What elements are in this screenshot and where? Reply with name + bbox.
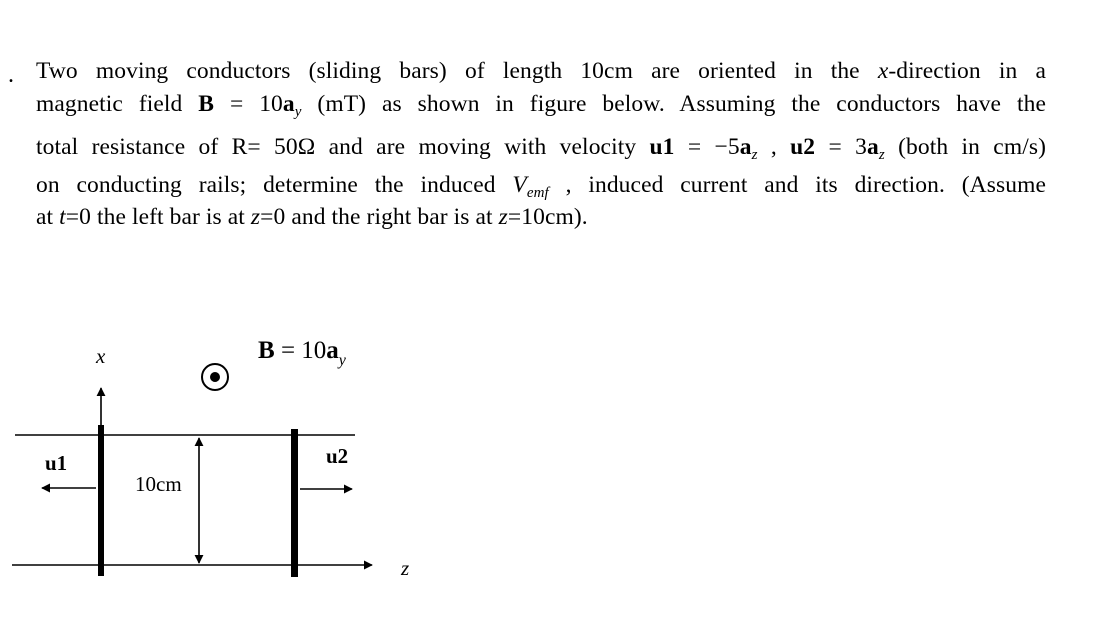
length-label: 10cm — [135, 472, 182, 496]
conductor-figure — [0, 320, 1103, 618]
right-velocity-label: u2 — [326, 444, 349, 468]
problem-line-1: Two moving conductors (sliding bars) of length 10cm are oriented in the x-direction in a — [36, 58, 1046, 84]
problem-line-5: at t=0 the left bar is at z=0 and the right bar is at z=10cm). — [36, 204, 588, 230]
field-out-of-page-icon — [202, 364, 228, 390]
x-axis-label: x — [96, 344, 106, 368]
list-marker: . — [8, 62, 14, 88]
problem-line-2: magnetic field $B = 10a_y$ (mT) as shown in figure below. Assuming the conductors have the — [36, 91, 1046, 120]
z-axis-label: z — [401, 556, 410, 580]
right-sliding-bar — [291, 429, 298, 577]
field-label: $B = 10a_y$ — [258, 337, 346, 369]
left-sliding-bar — [98, 425, 104, 576]
problem-line-4: on conducting rails; determine the induced $V_{emf}$ , induced current and its direction. (Assume — [36, 172, 1046, 201]
problem-line-3: total resistance of R= 50Ω and are moving with velocity $u1 = -5a_z$ , $u2 = 3a_z$ (both in cm/s) — [36, 134, 1047, 163]
left-velocity-label: u1 — [45, 451, 68, 475]
